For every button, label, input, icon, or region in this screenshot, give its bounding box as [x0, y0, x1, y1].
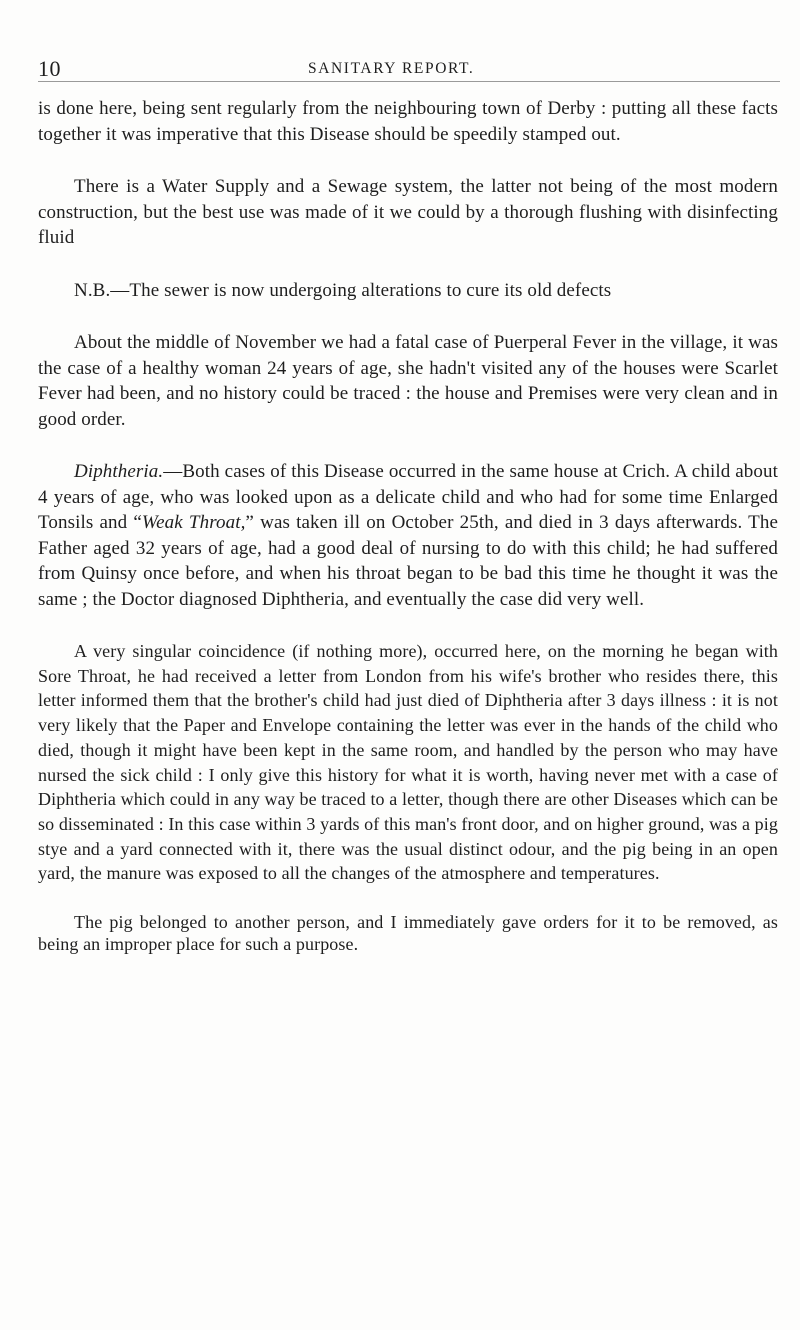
paragraph-diphtheria [38, 459, 778, 612]
page-number: 10 [38, 56, 61, 81]
paragraph-nb-sewer: N.B.—The sewer is now undergoing alterations to cure its old defects [74, 279, 612, 301]
running-head: SANITARY REPORT. [308, 60, 475, 77]
diphtheria-heading: Diphtheria. [74, 461, 164, 482]
body-text [38, 96, 778, 955]
paragraph-continuation: is done here, being sent regularly from the neighbouring town of Derby : putting all these facts together it was imperative that this Disease should be speedily stamped out. [38, 98, 778, 145]
weak-throat-italic: Weak Throat, [141, 512, 246, 533]
paragraph-pig-removal: The pig belonged to another person, and I immediately gave orders for it to be removed, as being an improper place for such a purpose. [38, 912, 778, 955]
paragraph-coincidence: A very singular coincidence (if nothing more), occurred here, on the morning he began with Sore Throat, he had received a letter from London from his wife's brother who resides there, this letter informed them that the brother's child had just died of Diphtheria after 3 days illness : it is not very likely that the Paper and Envelope containing the letter was ever in the hands of the child who died, though it might have been kept in the same room, and handled by the person who may have nursed the sick child : I only give this history for what it is worth, having never met with a case of Diphtheria which could in any way be traced to a letter, though there are other Diseases which can be so disseminated : In this case within 3 yards of this man's front door, and on higher ground, was a pig stye and a yard connected with it, there was the usual distinct odour, and the pig being in an open yard, the manure was exposed to all the changes of the atmosphere and temperatures. [38, 641, 778, 884]
paragraph-water-supply: There is a Water Supply and a Sewage system, the latter not being of the most modern construction, but the best use was made of it we could by a thorough flushing with disinfecting fluid [38, 176, 778, 248]
diphtheria-text-a: —Both cases of this Disease occurred in the same house at Crich. A child about 4 years of age, who was looked upon as a delicate child and who had for some time Enlarged Tonsils and “ [38, 461, 778, 533]
diphtheria-text-b: ” was taken ill on October 25th, and died in 3 days afterwards. The Father aged 32 years of age, had a good deal of nursing to do with this child; he had suffered from Quinsy once before, and when his throat began to be bad this time he thought it was the same ; the Doctor diagnosed Diphtheria, and eventually the case did very well. [38, 512, 778, 610]
header-rule [38, 81, 780, 82]
paragraph-puerperal-fever: About the middle of November we had a fatal case of Puerperal Fever in the village, it was the case of a healthy woman 24 years of age, she hadn't visited any of the houses were Scarlet Fever had been, and no history could be traced : the house and Premises were very clean and in good order. [38, 332, 778, 430]
page-header [38, 56, 778, 80]
